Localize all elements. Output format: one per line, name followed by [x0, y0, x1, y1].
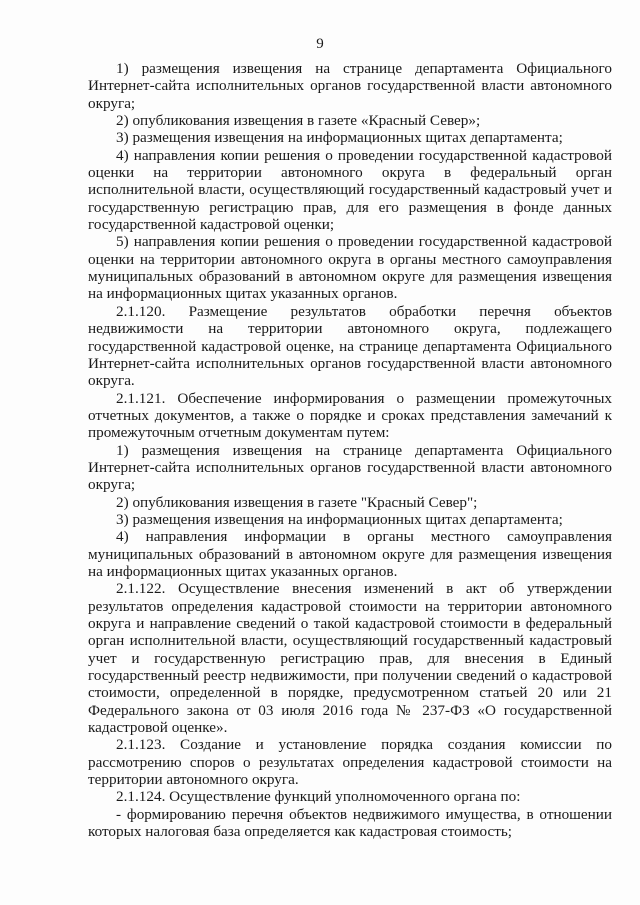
- paragraph: 2.1.123. Создание и установление порядка создания комиссии по рассмотрению споров о результатах определения кадастровой стоимости на территории автономного округа.: [88, 736, 612, 789]
- paragraph: 3) размещения извещения на информационных щитах департамента;: [116, 510, 563, 528]
- paragraph: - формированию перечня объектов недвижимого имущества, в отношении которых налоговая база определяется как кадастровая стоимость;: [88, 805, 612, 841]
- paragraph: 2.1.120. Размещение результатов обработки перечня объектов недвижимости на территории автономного округа, подлежащего государственной кадастровой оценке, на странице департамента Официального Интернет-сайта исполнительных органов государственной власти автономного округа.: [88, 302, 612, 390]
- paragraph: 2) опубликования извещения в газете «Красный Север»;: [116, 112, 481, 130]
- paragraph: 2.1.124. Осуществление функций уполномоченного органа по:: [116, 788, 521, 806]
- document-body: [88, 60, 612, 840]
- paragraph: 1) размещения извещения на странице департамента Официального Интернет-сайта исполнительных органов государственной власти автономного округа;: [88, 60, 612, 112]
- paragraph: 4) направления информации в органы местного самоуправления муниципальных образований в автономном округе для размещения извещения на информационных щитах указанных органов.: [88, 528, 612, 580]
- paragraph: 5) направления копии решения о проведении государственной кадастровой оценки на территории автономного округа в органы местного самоуправления муниципальных образований в автономном округе для размещения извещения на информационных щитах указанных органов.: [88, 233, 612, 303]
- paragraph: 1) размещения извещения на странице департамента Официального Интернет-сайта исполнительных органов государственной власти автономного округа;: [88, 441, 612, 494]
- paragraph: 2) опубликования извещения в газете "Красный Север";: [116, 493, 478, 511]
- paragraph: 3) размещения извещения на информационных щитах департамента;: [116, 129, 563, 147]
- paragraph: 2.1.121. Обеспечение информирования о размещении промежуточных отчетных документов, а также о порядке и сроках представления замечаний к промежуточным отчетным документам путем:: [88, 389, 612, 442]
- page-number: 9: [316, 36, 324, 52]
- paragraph: 4) направления копии решения о проведении государственной кадастровой оценки на территории автономного округа в федеральный орган исполнительной власти, осуществляющий государственный кадастровый учет и государственную регистрацию прав, для его размещения в фонде данных государственной кадастровой оценки;: [88, 146, 612, 234]
- paragraph: 2.1.122. Осуществление внесения изменений в акт об утверждении результатов определения кадастровой стоимости на территории автономного округа и направление сведений о такой кадастровой стоимости в федеральный орган исполнительной власти, осуществляющий государственный кадастровый учет и государственную регистрацию прав, для внесения в Единый государственный реестр недвижимости, при получении сведений о кадастровой стоимости, определенной в порядке, предусмотренном статьей 20 или 21 Федерального закона от 03 июля 2016 года № 237-ФЗ «О государственной кадастровой оценке».: [88, 580, 612, 737]
